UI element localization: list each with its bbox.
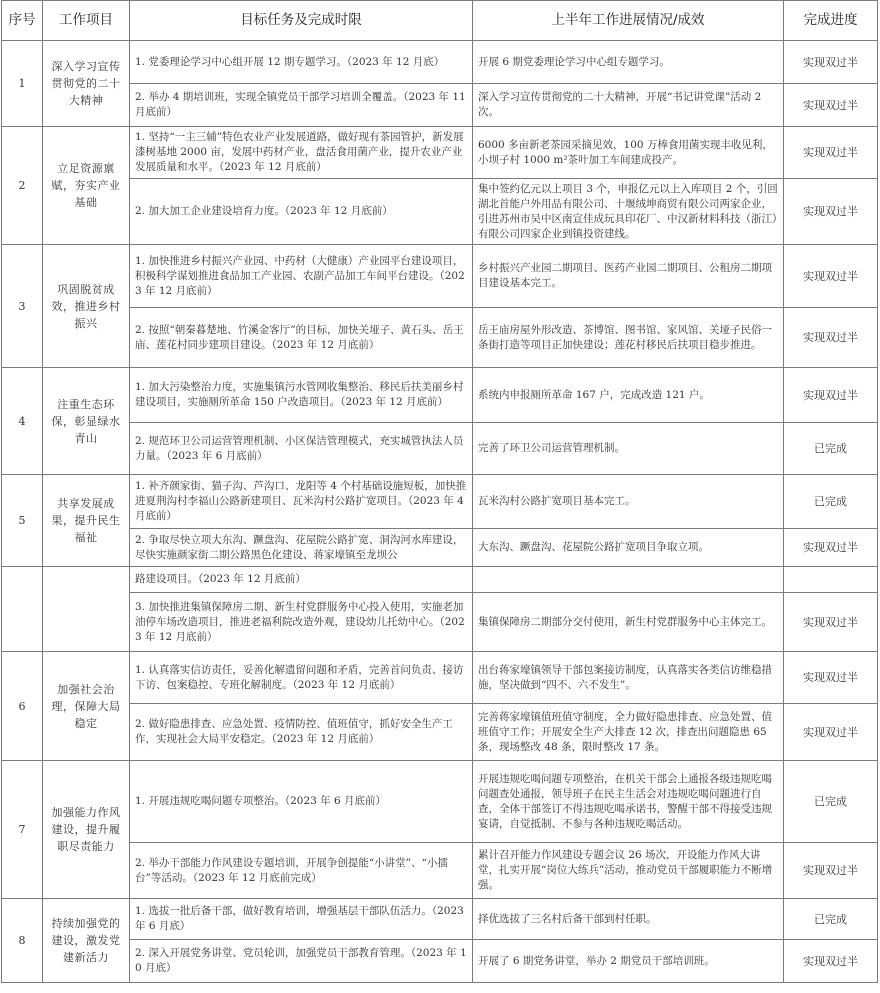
row-progress: 集中签约亿元以上项目 3 个，申报亿元以上入库项目 2 个，引回湖北首能户外用品有限公司、十堰绒坤商贸有限公司两家企业，引进苏州市吴中区南宣佳成玩具印花厂、中汉新材料科技（浙江）有限公司四家企业到镇投资建线。: [473, 179, 784, 245]
row-task: 2. 深入开展党务讲堂、党员轮训，加强党员干部教育管理。（2023 年 10 月底）: [130, 940, 473, 983]
row-seq: [2, 567, 43, 652]
row-seq: 7: [2, 761, 43, 899]
row-progress: 系统内申报厕所革命 167 户，完成改造 121 户。: [473, 368, 784, 423]
row-item: 共享发展成果，提升民生福祉: [43, 475, 130, 567]
row-task: 1. 加快推进乡村振兴产业园、中药材（大健康）产业园平台建设项目，积极科学谋划推进食品加工产业园、农副产品加工车间平台建设。（2023 年 12 月底前）: [130, 245, 473, 308]
row-status: 实现双过半: [784, 940, 878, 983]
row-task: 2. 按照“朝秦暮楚地、竹溪金客厅”的目标，加快关垭子、黄石头、岳王庙、莲花村同步建项目建设。（2023 年 12 月底前）: [130, 308, 473, 368]
row-seq: 2: [2, 127, 43, 245]
table-row: [2, 843, 878, 899]
row-item: 立足资源禀赋，夯实产业基础: [43, 127, 130, 245]
row-status: 实现双过半: [784, 652, 878, 704]
row-progress: 出台蒋家壕镇领导干部包案接访制度，认真落实各类信访维稳措施，坚决做到“四不、六不发生”。: [473, 652, 784, 704]
row-progress: 6000 多亩新老茶园采摘见效，100 万棒食用菌实现丰收见利，小坝子村 1000 m²茶叶加工车间建成投产。: [473, 127, 784, 179]
row-progress: 乡村振兴产业园二期项目、医药产业园二期项目、公租房二期项目建设基本完工。: [473, 245, 784, 308]
table-row: [2, 179, 878, 245]
row-status: 实现双过半: [784, 593, 878, 652]
row-status: 实现双过半: [784, 368, 878, 423]
table-row: [2, 567, 878, 593]
row-item: 加强社会治理，保障大局稳定: [43, 652, 130, 761]
header-seq: 序号: [2, 1, 43, 41]
row-progress: 完善了环卫公司运营管理机制。: [473, 423, 784, 475]
row-progress: 累计召开能力作风建设专题会议 26 场次，开设能力作风大讲堂，扎实开展“岗位大练兵”活动，推动党员干部履职能力不断增强。: [473, 843, 784, 899]
row-progress: 集镇保障房二期部分交付使用，新生村党群服务中心主体完工。: [473, 593, 784, 652]
table-row: [2, 308, 878, 368]
row-seq: 3: [2, 245, 43, 368]
header-progress: 上半年工作进展情况/成效: [473, 1, 784, 41]
row-status: 已完成: [784, 899, 878, 940]
table-row: [2, 529, 878, 567]
table-row: [2, 423, 878, 475]
row-item: 深入学习宣传贯彻党的二十大精神: [43, 41, 130, 127]
row-status: 实现双过半: [784, 843, 878, 899]
row-status: [784, 567, 878, 593]
row-status: 实现双过半: [784, 529, 878, 567]
table-row: [2, 899, 878, 940]
row-seq: 5: [2, 475, 43, 567]
row-status: 实现双过半: [784, 308, 878, 368]
row-status: 实现双过半: [784, 704, 878, 761]
row-status: 实现双过半: [784, 84, 878, 127]
row-status: 已完成: [784, 761, 878, 843]
row-progress: 开展 6 期党委理论学习中心组专题学习。: [473, 41, 784, 84]
row-item: 巩固脱贫成效，推进乡村振兴: [43, 245, 130, 368]
row-task: 1. 选拔一批后备干部，做好教育培训，增强基层干部队伍活力。（2023 年 6 月底）: [130, 899, 473, 940]
row-progress: [473, 567, 784, 593]
table-row: [2, 127, 878, 179]
row-task: 1. 认真落实信访责任，妥善化解遗留问题和矛盾，完善首问负责、接访下访、包案稳控、专班化解制度。（2023 年 12 月底前）: [130, 652, 473, 704]
row-status: 实现双过半: [784, 41, 878, 84]
row-seq: 8: [2, 899, 43, 983]
row-task: 2. 做好隐患排查、应急处置、疫情防控、值班值守，抓好安全生产工作，实现社会大局平安稳定。（2023 年 12 月底前）: [130, 704, 473, 761]
row-status: 已完成: [784, 475, 878, 529]
row-status: 实现双过半: [784, 179, 878, 245]
table-row: [2, 245, 878, 308]
row-progress: 岳王庙房屋外形改造、茶博馆、图书馆、家风馆、关垭子民俗一条街打造等项目正加快建设；莲花村移民后扶项目稳步推进。: [473, 308, 784, 368]
table-row: [2, 704, 878, 761]
row-progress: 开展了 6 期党务讲堂，举办 2 期党员干部培训班。: [473, 940, 784, 983]
row-task: 3. 加快推进集镇保障房二期、新生村党群服务中心投入使用，实施老加油停车场改造项目，推进老福利院改造外观，建设幼儿托幼中心。（2023 年 12 月底前）: [130, 593, 473, 652]
table-row: [2, 940, 878, 983]
row-task: 1. 坚持“一主三辅”特色农业产业发展道路，做好现有茶园管护，新发展漆树基地 2000 亩，发展中药材产业，盘活食用菌产业，提升农业产业发展质量和水平。（2023 年 12 月底前）: [130, 127, 473, 179]
table-row: [2, 475, 878, 529]
table-row: [2, 761, 878, 843]
table-row: [2, 593, 878, 652]
row-item: 注重生态环保，彰显绿水青山: [43, 368, 130, 475]
table-row: [2, 84, 878, 127]
header-status: 完成进度: [784, 1, 878, 41]
row-task: 2. 举办 4 期培训班，实现全镇党员干部学习培训全覆盖。（2023 年 11 月底前）: [130, 84, 473, 127]
row-task: 路建设项目。（2023 年 12 月底前）: [130, 567, 473, 593]
row-seq: 1: [2, 41, 43, 127]
work-progress-table: [1, 0, 878, 983]
row-progress: 深入学习宣传贯彻党的二十大精神，开展“书记讲党课”活动 2 次。: [473, 84, 784, 127]
row-task: 1. 补齐颜家街、猫子沟、芦沟口、龙阳等 4 个村基础设施短板，加快推进夏荆沟村李福山公路新建项目、瓦米沟村公路扩宽项目。（2023 年 4 月底前）: [130, 475, 473, 529]
table-row: [2, 368, 878, 423]
header-task: 目标任务及完成时限: [130, 1, 473, 41]
header-item: 工作项目: [43, 1, 130, 41]
row-seq: 6: [2, 652, 43, 761]
row-status: 已完成: [784, 423, 878, 475]
row-progress: 瓦米沟村公路扩宽项目基本完工。: [473, 475, 784, 529]
row-progress: 开展违规吃喝问题专项整治，在机关干部会上通报各级违规吃喝问题查处通报，领导班子在民主生活会对违规吃喝问题进行自查，全体干部签订不得违规吃喝承诺书，警醒干部不得接受违规宴请，自觉抵制、不参与各种违规吃喝活动。: [473, 761, 784, 843]
row-task: 2. 加大加工企业建设培育力度。（2023 年 12 月底前）: [130, 179, 473, 245]
row-item: 加强能力作风建设，提升履职尽责能力: [43, 761, 130, 899]
header-row: [2, 1, 878, 41]
row-progress: 择优选拔了三名村后备干部到村任职。: [473, 899, 784, 940]
row-task: 2. 规范环卫公司运营管理机制、小区保洁管理模式，充实城管执法人员力量。（2023 年 6 月底前）: [130, 423, 473, 475]
table-row: [2, 41, 878, 84]
row-item: [43, 567, 130, 652]
row-status: 实现双过半: [784, 245, 878, 308]
row-task: 1. 加大污染整治力度，实施集镇污水管网收集整治、移民后扶美丽乡村建设项目，实施厕所革命 150 户改造项目。（2023 年 12 月底前）: [130, 368, 473, 423]
table-row: [2, 652, 878, 704]
row-task: 1. 党委理论学习中心组开展 12 期专题学习。（2023 年 12 月底）: [130, 41, 473, 84]
row-task: 2. 争取尽快立项大东沟、蹶盘沟、花屋院公路扩宽、洞沟河水库建设，尽快实施颜家街二期公路黑色化建设、蒋家壕镇至龙坝公: [130, 529, 473, 567]
row-progress: 完善蒋家壕镇值班值守制度，全力做好隐患排查、应急处置、值班值守工作；开展安全生产大排查 12 次，排查出问题隐患 65 条，现场整改 48 条，限时整改 17 条。: [473, 704, 784, 761]
row-task: 2. 举办干部能力作风建设专题培训，开展争创提能“小讲堂”、“小擂台”等活动。（2023 年 12 月底前完成）: [130, 843, 473, 899]
row-seq: 4: [2, 368, 43, 475]
row-task: 1. 开展违规吃喝问题专项整治。（2023 年 6 月底前）: [130, 761, 473, 843]
row-progress: 大东沟、蹶盘沟、花屋院公路扩宽项目争取立项。: [473, 529, 784, 567]
row-status: 实现双过半: [784, 127, 878, 179]
row-item: 持续加强党的建设，激发党建新活力: [43, 899, 130, 983]
